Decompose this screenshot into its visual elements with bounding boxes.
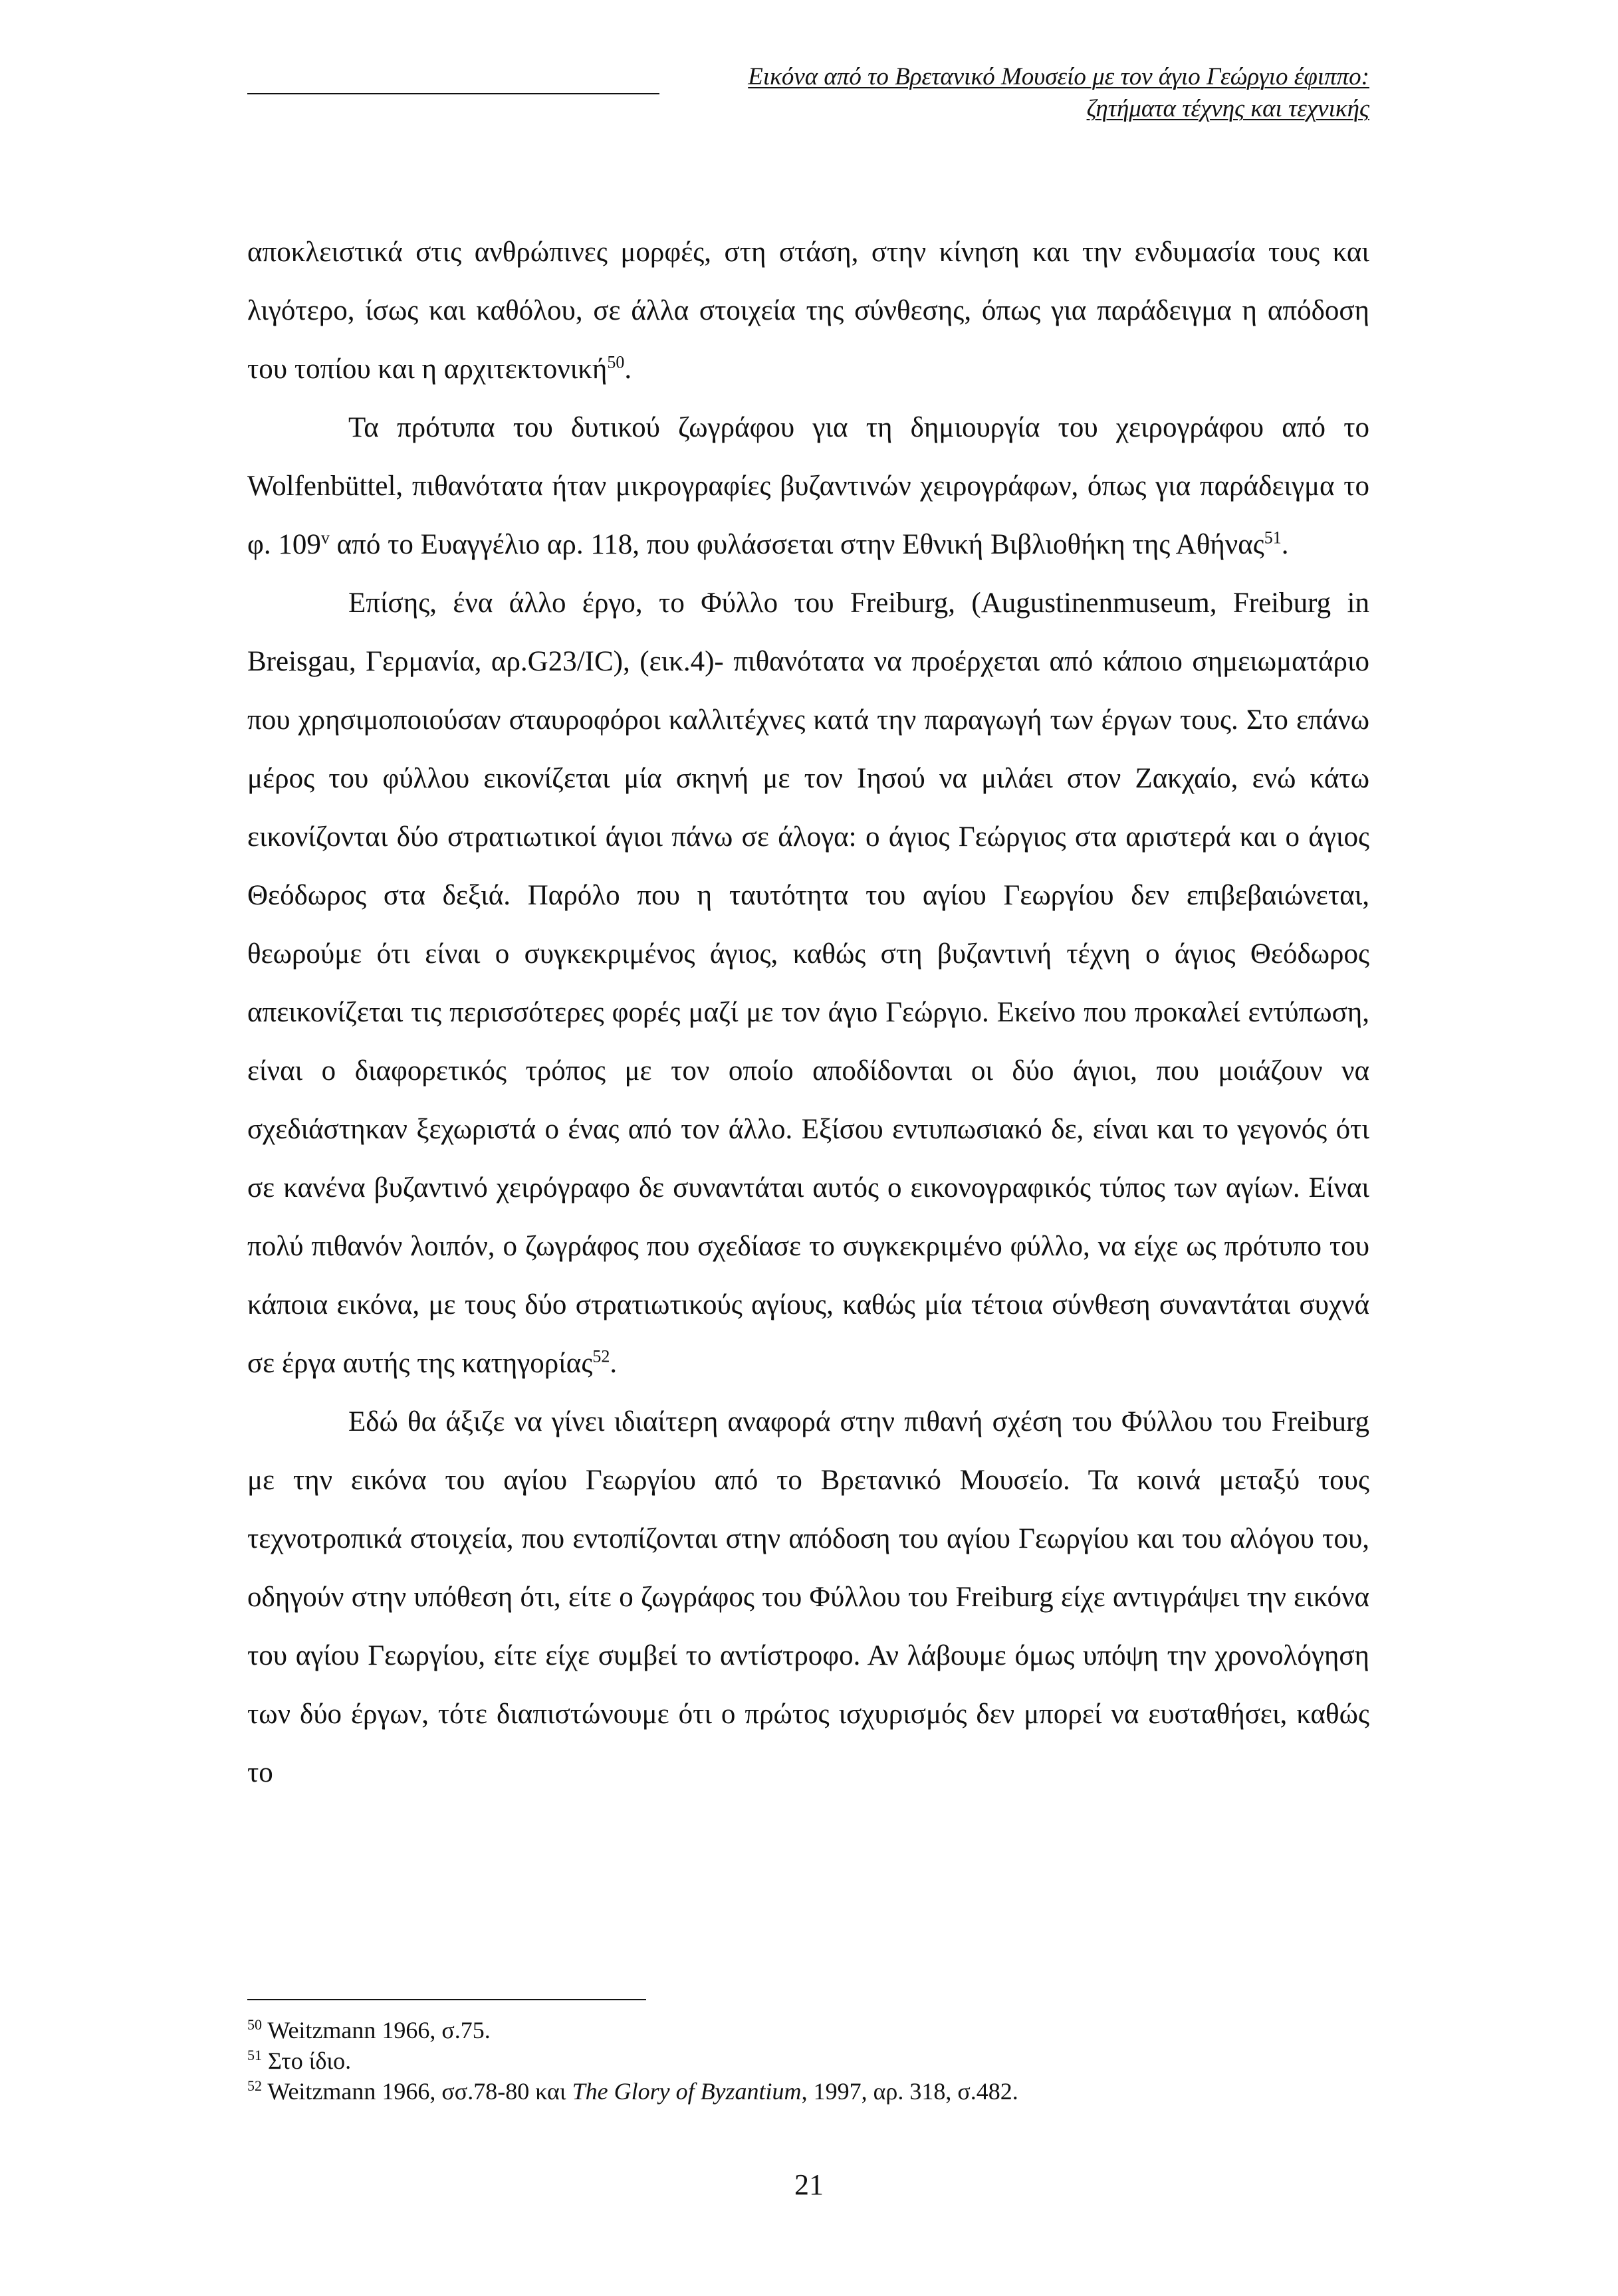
running-header-line-2: ζητήματα τέχνης και τεχνικής (1086, 95, 1369, 122)
footnote (247, 2076, 1369, 2107)
footnote (247, 2015, 1369, 2045)
italic-title: The Glory of Byzantium (572, 2078, 802, 2105)
footnote-reference: v (320, 528, 330, 548)
page-number: 21 (794, 2168, 824, 2201)
footnote-separator (247, 1999, 646, 2000)
footnote-number: 50 (247, 2016, 262, 2033)
text-run: . (1281, 529, 1289, 560)
footnote-reference: 51 (1264, 528, 1282, 548)
text-run: Τα πρότυπα του δυτικού ζωγράφου για τη δημιουργία του χειρογράφου από το Wolfenbüttel, πιθανότατα ήταν μικρογραφίες βυζαντινών χειρογράφων, όπως για παράδειγμα το φ. 109 (247, 412, 1369, 560)
footnote-reference: 50 (607, 352, 625, 372)
running-header-line-1: Εικόνα από το Βρετανικό Μουσείο με τον άγιο Γεώργιο έφιππο: (748, 63, 1369, 90)
text-run: Weitzmann 1966, σσ.78-80 και (267, 2078, 572, 2105)
footnote (247, 2045, 1369, 2076)
paragraph (247, 574, 1369, 1393)
text-run: Εδώ θα άξιζε να γίνει ιδιαίτερη αναφορά στην πιθανή σχέση του Φύλλου του Freiburg με την εικόνα του αγίου Γεωργίου από το Βρετανικό Μουσείο. Τα κοινά μεταξύ τους τεχνοτροπικά στοιχεία, που εντοπίζονται στην απόδοση του αγίου Γεωργίου και του αλόγου του, οδηγούν στην υπόθεση ότι, είτε ο ζωγράφος του Φύλλου του Freiburg είχε αντιγράψει την εικόνα του αγίου Γεωργίου, είτε είχε συμβεί το αντίστροφο. Αν λάβουμε όμως υπόψη την χρονολόγηση των δύο έργων, τότε διαπιστώνουμε ότι ο πρώτος ισχυρισμός δεν μπορεί να ευσταθήσει, καθώς το (247, 1406, 1369, 1788)
text-run: Επίσης, ένα άλλο έργο, το Φύλλο του Freiburg, (Augustinenmuseum, Freiburg in Breisgau, Γερμανία, αρ.G23/IC), (εικ.4)- πιθανότατα να προέρχεται από κάποιο σημειωματάριο που χρησιμοποιούσαν σταυροφόροι καλλιτέχνες κατά την παραγωγή των έργων τους. Στο επάνω μέρος του φύλλου εικονίζεται μία σκηνή με τον Ιησού να μιλάει στον Ζακχαίο, ενώ κάτω εικονίζονται δύο στρατιωτικοί άγιοι πάνω σε άλογα: ο άγιος Γεώργιος στα αριστερά και ο άγιος Θεόδωρος στα δεξιά. Παρόλο που η ταυτότητα του αγίου Γεωργίου δεν επιβεβαιώνεται, θεωρούμε ότι είναι ο συγκεκριμένος άγιος, καθώς στη βυζαντινή τέχνη ο άγιος Θεόδωρος απεικονίζεται τις περισσότερες φορές μαζί με τον άγιο Γεώργιο. Εκείνο που προκαλεί εντύπωση, είναι ο διαφορετικός τρόπος με τον οποίο αποδίδονται οι δύο άγιοι, που μοιάζουν να σχεδιάστηκαν ξεχωριστά ο ένας από τον άλλο. Εξίσου εντυπωσιακό δε, είναι και το γεγονός ότι σε κανένα βυζαντινό χειρόγραφο δε συναντάται αυτός ο εικονογραφικός τύπος των αγίων. Είναι πολύ πιθανόν λοιπόν, ο ζωγράφος που σχεδίασε το συγκεκριμένο φύλλο, να είχε ως πρότυπο του κάποια εικόνα, με τους δύο στρατιωτικούς αγίους, καθώς μία τέτοια σύνθεση συναντάται συχνά σε έργα αυτής της κατηγορίας (247, 587, 1369, 1379)
text-run: , 1997, αρ. 318, σ.482. (801, 2078, 1018, 2105)
text-run: Στο ίδιο. (268, 2047, 352, 2074)
text-run: . (610, 1348, 618, 1379)
footnote-number: 52 (247, 2077, 262, 2094)
paragraph (247, 399, 1369, 574)
text-run: . (624, 354, 632, 385)
text-run: Weitzmann 1966, σ.75. (267, 2017, 491, 2043)
paragraph (247, 223, 1369, 399)
paragraph (247, 1393, 1369, 1802)
footnote-number: 51 (247, 2047, 262, 2063)
footnotes (247, 2015, 1369, 2107)
body-text (247, 223, 1369, 1802)
text-run: από το Ευαγγέλιο αρ. 118, που φυλάσσεται στην Εθνική Βιβλιοθήκη της Αθήνας (329, 529, 1264, 560)
header-rule (247, 93, 659, 94)
footnote-reference: 52 (592, 1346, 610, 1366)
text-run: αποκλειστικά στις ανθρώπινες μορφές, στη στάση, στην κίνηση και την ενδυμασία τους και λιγότερο, ίσως και καθόλου, σε άλλα στοιχεία της σύνθεσης, όπως για παράδειγμα η απόδοση του τοπίου και η αρχιτεκτονική (247, 237, 1369, 385)
